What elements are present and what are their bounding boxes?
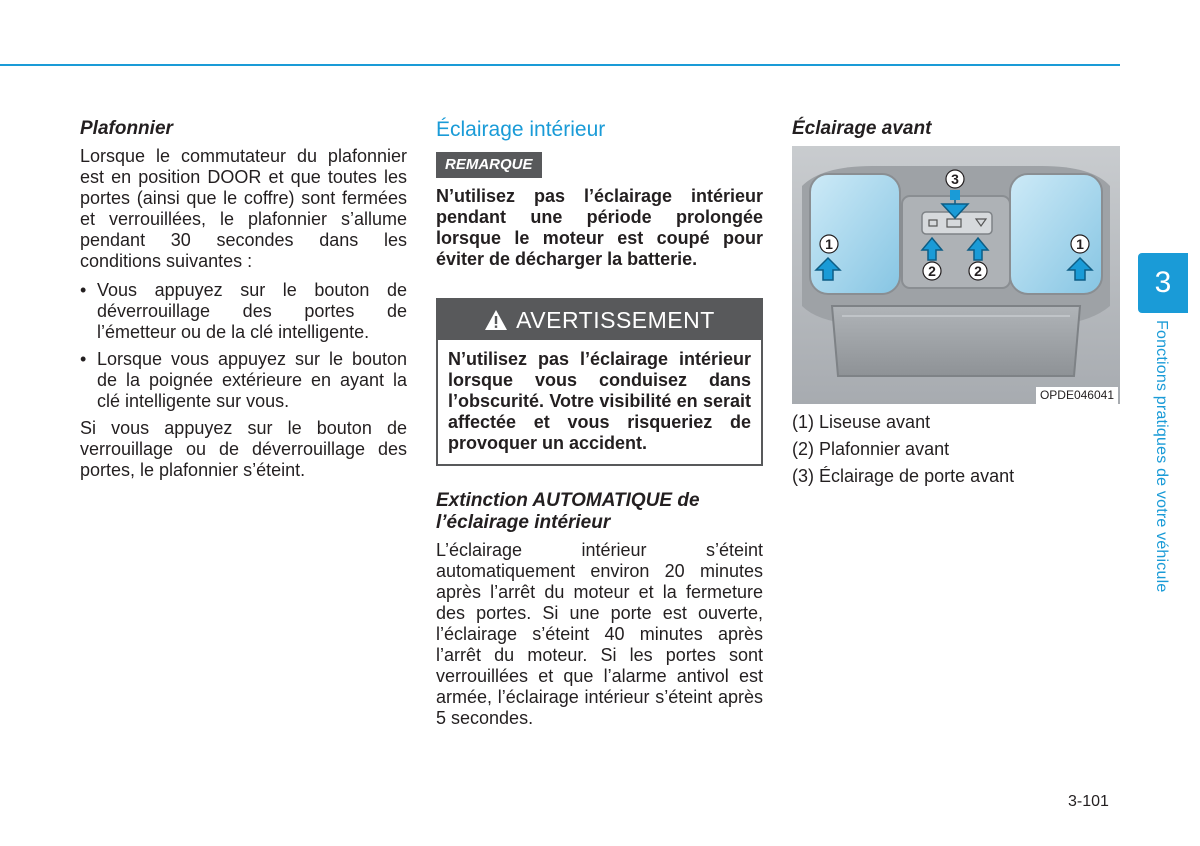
column-right [792,118,1120,493]
figure-captions [792,412,1120,487]
figure-code: OPDE046041 [1036,387,1118,404]
warning-text: N’utilisez pas l’éclairage intérieur lorsque vous conduisez dans l’obscurité. Votre visibilité en serait affectée et vous risqueriez de provoquer un accident. [448,349,751,453]
callout-1-left: 1 [825,236,833,252]
extinction-paragraph: L’éclairage intérieur s’éteint automatiquement environ 20 minutes après l’arrêt du moteur et la fermeture des portes. Si une porte est ouverte, l’éclairage s’éteint 40 minutes après l’arrêt du moteur. Si les portes sont verrouillées et que l’alarme antivol est armée, l’éclairage intérieur s’éteint après 5 secondes. [436,540,763,728]
warning-triangle-icon [484,309,508,331]
caption-item: (1) Liseuse avant [792,412,931,432]
overhead-console-figure [792,146,1120,404]
callout-2-right: 2 [974,263,982,279]
chapter-tab: 3 [1138,253,1188,313]
list-item [80,349,407,412]
column-middle [436,118,763,729]
column-left [80,118,407,481]
plafonnier-paragraph: Lorsque le commutateur du plafonnier est en position DOOR et que toutes les portes (ainsi que le coffre) sont fermées et verrouillées, le plafonnier s’allume pendant 30 secondes dans les conditions suivantes : [80,146,407,271]
plafonnier-paragraph-2: Si vous appuyez sur le bouton de verrouillage ou de déverrouillage des portes, le plafonnier s’éteint. [80,418,407,480]
remarque-text: N’utilisez pas l’éclairage intérieur pendant une période prolongée lorsque le moteur est coupé pour éviter de décharger la batterie. [436,186,763,269]
extinction-heading: Extinction AUTOMATIQUE de l’éclairage intérieur [436,490,700,533]
section-title: Éclairage intérieur [436,118,606,141]
bullet-dot: • [80,280,87,300]
plafonnier-heading: Plafonnier [80,118,173,139]
plafonnier-bullet-list [80,280,407,412]
caption-item: (3) Éclairage de porte avant [792,466,1015,486]
list-item [80,280,407,343]
page-number: 3-101 [1068,793,1109,810]
chapter-title: Fonctions pratiques de votre véhicule [1153,320,1170,593]
callout-2-left: 2 [928,263,936,279]
bullet-text: Lorsque vous appuyez sur le bouton de la poignée extérieure en ayant la clé intelligente sur vous. [97,349,407,411]
warning-header [438,300,761,340]
warning-label: AVERTISSEMENT [516,306,715,333]
bullet-text: Vous appuyez sur le bouton de déverrouillage des portes de l’émetteur ou de la clé intelligente. [97,280,407,342]
top-rule [0,64,1120,66]
warning-box [436,298,763,466]
overhead-console-illustration [792,146,1120,404]
caption-item: (2) Plafonnier avant [792,439,950,459]
remarque-badge: REMARQUE [436,152,542,178]
chapter-title-vertical [1150,320,1176,640]
eclairage-avant-heading: Éclairage avant [792,118,932,139]
callout-3: 3 [951,171,959,187]
bullet-dot: • [80,349,87,369]
callout-1-right: 1 [1076,236,1084,252]
